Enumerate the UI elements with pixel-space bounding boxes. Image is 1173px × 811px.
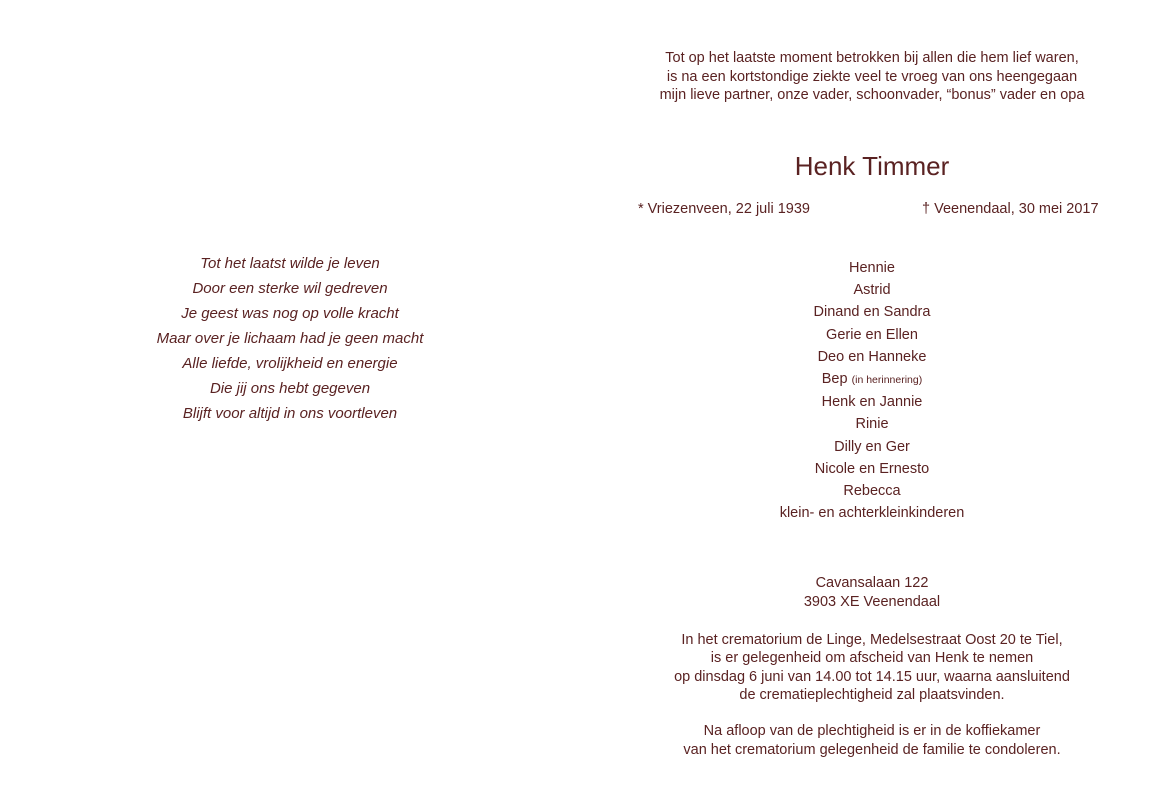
family-member xyxy=(586,502,1158,524)
announcement-intro xyxy=(586,49,1158,105)
family-member xyxy=(586,436,1158,458)
left-page xyxy=(0,0,580,811)
poem-line: Tot het laatst wilde je leven xyxy=(200,255,380,272)
family-member-name: Gerie en Ellen xyxy=(826,326,918,343)
poem-line: Maar over je lichaam had je geen macht xyxy=(156,330,424,347)
family-member-name: Deo en Hanneke xyxy=(817,348,927,365)
family-member xyxy=(586,480,1158,502)
birth-date: * Vriezenveen, 22 juli 1939 xyxy=(638,201,810,217)
family-member-note: (in herinnering) xyxy=(851,374,923,387)
family-member xyxy=(586,301,1158,323)
family-member-name: Henk en Jannie xyxy=(821,394,923,411)
family-member xyxy=(586,458,1158,480)
ceremony-line: In het crematorium de Linge, Medelsestraat Oost 20 te Tiel, xyxy=(681,632,1063,648)
family-member-name: Astrid xyxy=(853,282,891,299)
poem-line: Blijft voor altijd in ons voortleven xyxy=(182,405,398,422)
deceased-name: Henk Timmer xyxy=(794,151,950,181)
family-member xyxy=(586,413,1158,435)
poem-line: Je geest was nog op volle kracht xyxy=(181,305,399,322)
family-member-name: Dinand en Sandra xyxy=(813,304,931,321)
ceremony-details xyxy=(586,631,1158,704)
family-member-name: klein- en achterkleinkinderen xyxy=(779,505,965,522)
family-list xyxy=(586,257,1158,524)
family-member xyxy=(586,368,1158,391)
intro-line: Tot op het laatste moment betrokken bij allen die hem lief waren, xyxy=(665,50,1079,66)
family-member xyxy=(586,324,1158,346)
family-member-name: Nicole en Ernesto xyxy=(814,460,930,477)
family-member xyxy=(586,279,1158,301)
family-member xyxy=(586,391,1158,413)
family-member xyxy=(586,346,1158,368)
ceremony-line: is er gelegenheid om afscheid van Henk te nemen xyxy=(710,650,1034,667)
memorial-poem xyxy=(0,251,580,426)
condolence-line: van het crematorium gelegenheid de familie te condoleren. xyxy=(683,741,1061,758)
family-member-name: Rebecca xyxy=(843,483,901,500)
family-member-name: Dilly en Ger xyxy=(834,438,910,455)
ceremony-line: de crematieplechtigheid zal plaatsvinden. xyxy=(739,686,1005,703)
poem-line: Door een sterke wil gedreven xyxy=(192,280,388,297)
poem-line: Alle liefde, vrolijkheid en energie xyxy=(182,355,398,372)
family-member-name: Bep xyxy=(821,371,848,388)
intro-line: is na een kortstondige ziekte veel te vroeg van ons heengegaan xyxy=(666,68,1078,85)
condolence-line: Na afloop van de plechtigheid is er in de koffiekamer xyxy=(703,723,1041,739)
death-date: † Veenendaal, 30 mei 2017 xyxy=(922,201,1099,217)
correspondence-address xyxy=(586,574,1158,611)
intro-line: mijn lieve partner, onze vader, schoonvader, “bonus” vader en opa xyxy=(659,87,1085,103)
family-member xyxy=(586,257,1158,279)
family-member-name: Hennie xyxy=(849,260,895,276)
condolence-details xyxy=(586,722,1158,759)
address-street: Cavansalaan 122 xyxy=(815,575,929,591)
right-page xyxy=(586,0,1173,811)
family-member-name: Rinie xyxy=(855,416,889,433)
ceremony-line: op dinsdag 6 juni van 14.00 tot 14.15 uur, waarna aansluitend xyxy=(674,668,1070,685)
address-city: 3903 XE Veenendaal xyxy=(803,593,941,610)
poem-line: Die jij ons hebt gegeven xyxy=(209,380,371,397)
